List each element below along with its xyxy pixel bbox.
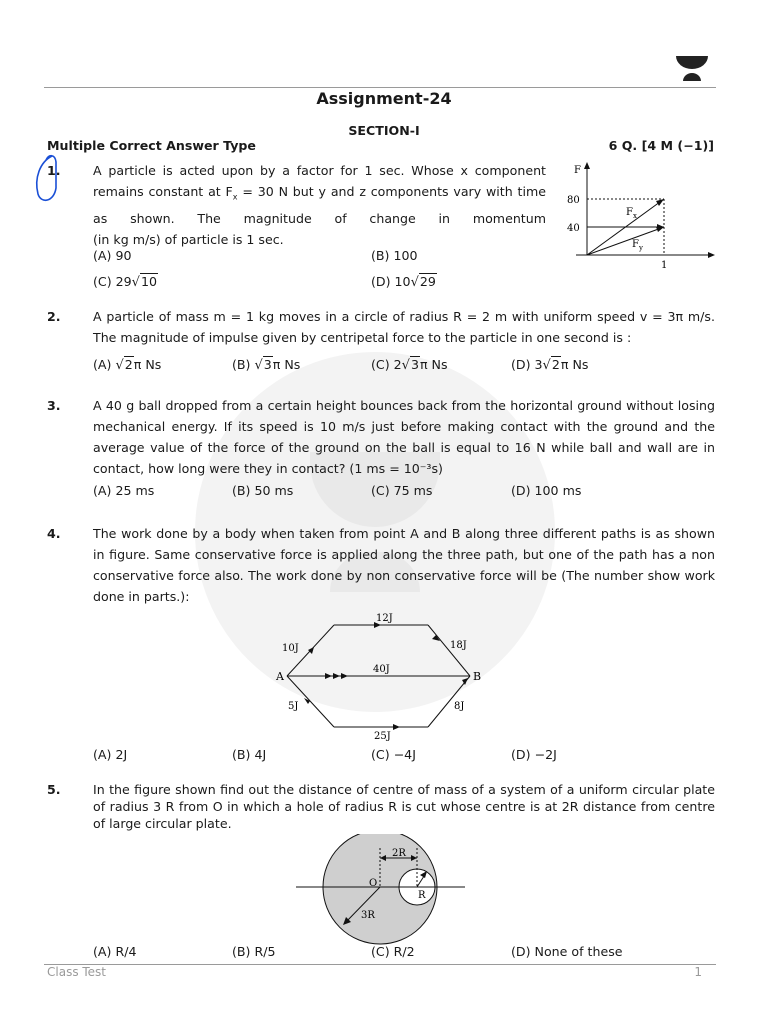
q3-option-a[interactable]: (A) 25 ms <box>93 483 155 498</box>
marks-label: 6 Q. [4 M (−1)] <box>608 138 714 153</box>
q2-option-b[interactable]: (B) √3π Ns <box>232 357 301 373</box>
q4-option-a[interactable]: (A) 2J <box>93 747 128 762</box>
q4-paths-diagram <box>270 608 495 743</box>
svg-text:10J: 10J <box>282 643 299 654</box>
page-title: Assignment-24 <box>316 89 452 108</box>
question-1-text: A particle is acted upon by a factor for 1 sec. Whose x component remains constant at $F_x = 30$ N but y and z components vary with time as shown. The magnitude of change in momentum (in kg m/s) of particle is 1 sec. <box>93 163 547 247</box>
page-number: 1 <box>694 965 702 979</box>
svg-text:12J: 12J <box>376 613 393 624</box>
svg-text:80: 80 <box>567 195 580 206</box>
svg-text:R: R <box>418 890 426 901</box>
question-number-3: 3. <box>47 398 61 413</box>
question-5-text: In the figure shown find out the distance of centre of mass of a system of a uniform circular plate of radius 3 R from O in which a hole of radius R is cut whose centre is at 2R distance from centre of large circular plate. <box>93 782 715 831</box>
svg-text:A: A <box>276 670 284 683</box>
svg-text:3R: 3R <box>361 910 375 921</box>
svg-text:8J: 8J <box>454 701 465 712</box>
section-heading: SECTION-I <box>348 123 420 138</box>
brand-logo-icon <box>674 54 710 82</box>
question-number-1: 1. <box>47 163 61 178</box>
question-2-text: A particle of mass m = 1 kg moves in a circle of radius R = 2 m with uniform speed v = 3π m/s. The magnitude of impulse given by centripetal force to the particle in one second is : <box>93 309 715 345</box>
q1-force-time-graph <box>560 158 720 273</box>
q4-option-d[interactable]: (D) −2J <box>511 747 557 762</box>
q5-option-b[interactable]: (B) R/5 <box>232 944 276 959</box>
svg-text:40J: 40J <box>373 664 390 675</box>
q2-option-c[interactable]: (C) 2√3π Ns <box>371 357 448 373</box>
svg-text:O: O <box>369 878 378 889</box>
q2-option-a[interactable]: (A) √2π Ns <box>93 357 162 373</box>
footer-label: Class Test <box>47 965 107 979</box>
svg-text:40: 40 <box>567 223 580 234</box>
svg-text:F: F <box>574 165 581 176</box>
question-number-2: 2. <box>47 309 61 324</box>
svg-text:18J: 18J <box>450 640 467 651</box>
svg-text:B: B <box>473 670 482 683</box>
svg-text:Fx: $F_x$ <box>626 207 637 220</box>
question-4-text: The work done by a body when taken from point A and B along three different paths is as shown in figure. Same conservative force is applied along the three path, but one of the path has a non conservative force also. The work done by non conservative force will be (The number show work done in parts.): <box>93 526 715 604</box>
question-3-text: A 40 g ball dropped from a certain height bounces back from the horizontal ground without losing mechanical energy. If its speed is 10 m/s just before making contact with the ground and the average value of the force of the ground on the ball is equal to 16 N while ball and wall are in contact, how long were they in contact? (1 ms = 10⁻³s) <box>93 398 715 476</box>
q1-option-c[interactable]: (C) 29√10 <box>93 274 157 290</box>
question-number-4: 4. <box>47 526 61 541</box>
q3-option-b[interactable]: (B) 50 ms <box>232 483 294 498</box>
answer-type-label: Multiple Correct Answer Type <box>47 138 256 153</box>
q5-option-a[interactable]: (A) R/4 <box>93 944 137 959</box>
svg-text:1: 1 <box>661 260 668 271</box>
q5-option-d[interactable]: (D) None of these <box>511 944 623 959</box>
q4-option-c[interactable]: (C) −4J <box>371 747 416 762</box>
svg-text:25J: 25J <box>374 731 391 742</box>
q1-option-b[interactable]: (B) 100 <box>371 248 418 263</box>
q4-option-b[interactable]: (B) 4J <box>232 747 267 762</box>
q1-option-d[interactable]: (D) 10√29 <box>371 274 436 290</box>
svg-text:5J: 5J <box>288 701 299 712</box>
q5-option-c[interactable]: (C) R/2 <box>371 944 415 959</box>
q1-option-a[interactable]: (A) 90 <box>93 248 132 263</box>
q5-circular-plate-diagram <box>293 834 468 946</box>
q3-option-c[interactable]: (C) 75 ms <box>371 483 433 498</box>
q3-option-d[interactable]: (D) 100 ms <box>511 483 582 498</box>
handwritten-circle-annotation <box>32 150 66 208</box>
question-number-5: 5. <box>47 782 61 797</box>
svg-text:Fy: $F_y$ <box>632 239 643 252</box>
footer-rule <box>44 964 716 965</box>
svg-text:2R: 2R <box>392 848 406 859</box>
q2-option-d[interactable]: (D) 3√2π Ns <box>511 357 589 373</box>
